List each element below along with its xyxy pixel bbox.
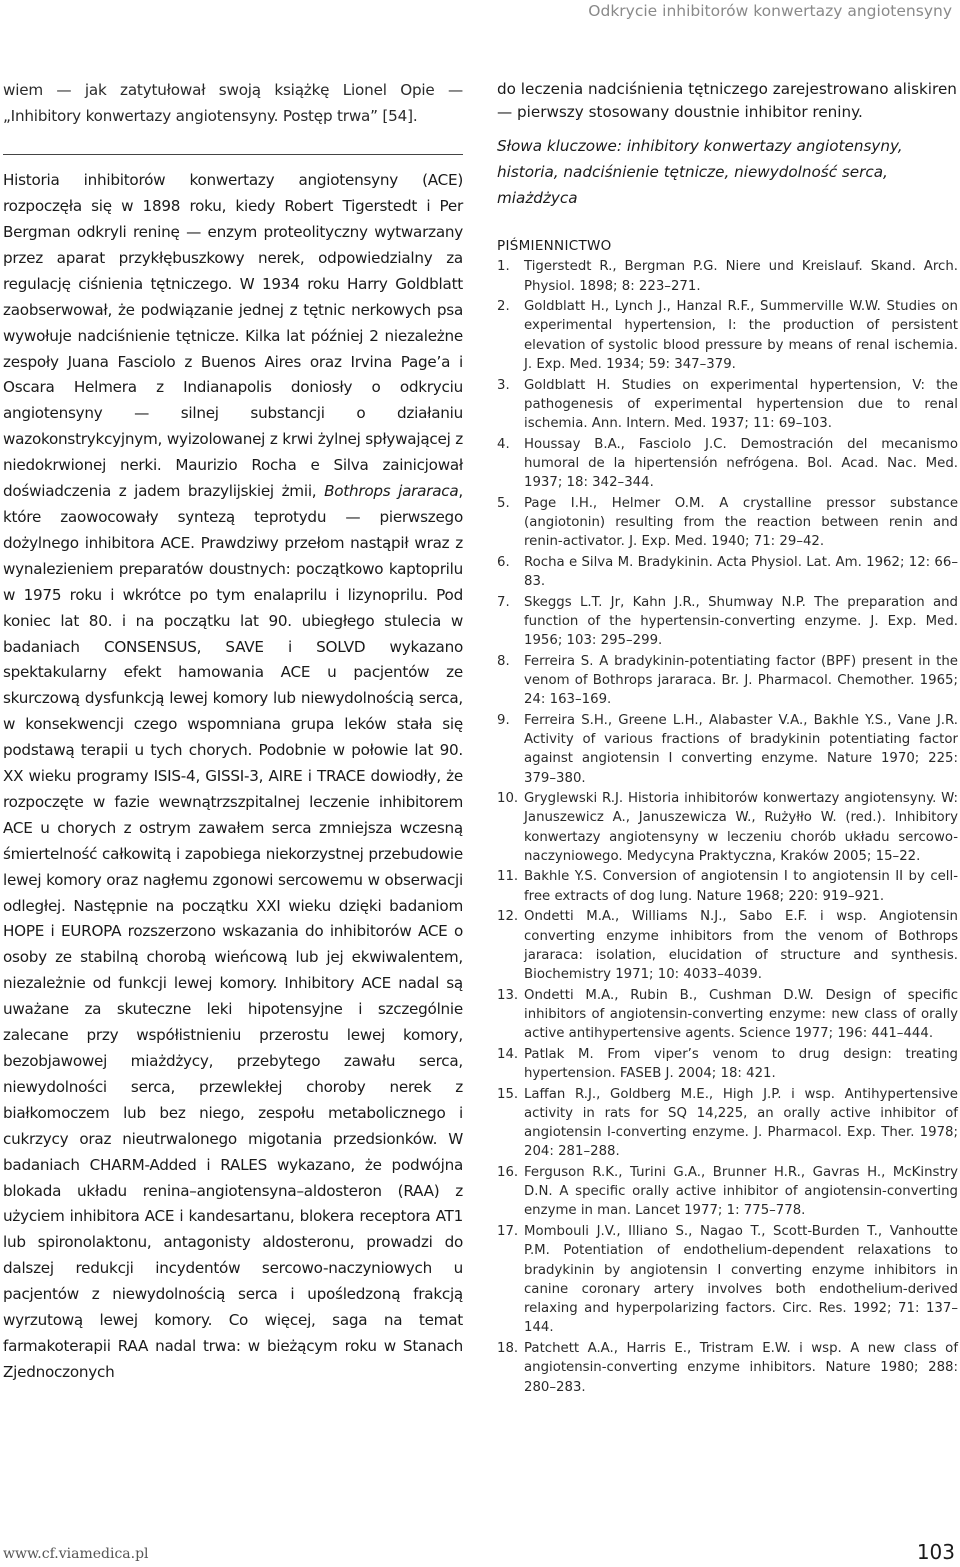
reference-item <box>497 711 958 788</box>
reference-text: Goldblatt H. Studies on experimental hypertension, V: the pathogenesis of experimental hypertension due to renal ischemia. Ann. Intern. Med. 1937; 11: 69–103. <box>524 377 958 432</box>
reference-item <box>497 1163 958 1221</box>
reference-number: 4. <box>497 436 510 452</box>
reference-text: Patlak M. From viper’s venom to drug design: treating hypertension. FASEB J. 2004; 18: 421. <box>524 1046 958 1082</box>
reference-number: 1. <box>497 259 510 275</box>
reference-number: 2. <box>497 299 510 315</box>
reference-item <box>497 376 958 434</box>
reference-number: 17. <box>497 1223 519 1239</box>
summary-sentence: Inhibitory ACE nadal są uważane za skuteczne leki hipotensyjne i szczególnie zalecane przy współistnieniu przerostu lewej komory, bezobjawowej miażdżycy, przebytego zawału serca, niewydolności serca, przewlekłej choroby nerek z białkomoczem lub bez niego, zespołu metabolicznego i cukrzycy oraz nieutrwalonego migotania przedsionków. <box>3 974 463 1148</box>
reference-number: 5. <box>497 495 510 511</box>
reference-text: Patchett A.A., Harris E., Tristram E.W. i wsp. A new class of angiotensin-converting enzyme inhibitors. Nature 1980; 288: 280–283. <box>524 1340 958 1395</box>
reference-text: Ferguson R.K., Turini G.A., Brunner H.R., Gavras H., McKinstry D.N. A specific orally active inhibitor of angiotensin-converting enzyme in man. Lancet 1977; 1: 775–778. <box>524 1164 958 1219</box>
section-divider <box>3 154 463 155</box>
reference-number: 15. <box>497 1086 519 1102</box>
reference-number: 13. <box>497 987 519 1003</box>
right-column <box>497 78 958 1398</box>
summary-sentence: Pod koniec lat 80. i na początku lat 90. ubiegłego stulecia w badaniach CONSENSUS, SAVE i SOLVD wykazano spektakularny efekt hamowania ACE u pacjentów ze skurczową dysfunkcją lewej komory lub niewydolnością serca, w konsekwencji czego wspomniana grupa leków stała się podstawą terapii u tych chorych. <box>3 585 463 760</box>
reference-text: Houssay B.A., Fasciolo J.C. Demostración del mecanismo humoral de la hipertensión nefrógena. Bol. Acad. Nac. Med. 1937; 18: 342–344. <box>524 436 958 491</box>
reference-text: Ondetti M.A., Williams N.J., Sabo E.F. i wsp. Angiotensin converting enzyme inhibitors from the venom of Bothrops jararaca: isolation, elucidation of structure and synthesis. Biochemistry 1971; 10: 4033–4039. <box>524 909 958 983</box>
footer-url[interactable]: www.cf.viamedica.pl <box>3 1546 149 1562</box>
reference-item <box>497 907 958 984</box>
reference-number: 10. <box>497 791 519 807</box>
reference-text: Skeggs L.T. Jr, Kahn J.R., Shumway N.P. The preparation and function of the hypertensin-converting enzyme. J. Exp. Med. 1956; 103: 295–299. <box>524 594 958 649</box>
page-header <box>0 0 960 28</box>
reference-item <box>497 1339 958 1397</box>
running-title: Odkrycie inhibitorów konwertazy angiotensyny <box>588 2 952 20</box>
summary-sentence: Kilka lat później 2 niezależne zespoły Juana Fasciolo z Buenos Aires oraz Irvina Page’a i Oscara Helmera z Indianapolis doniosły o odkryciu angiotensyny — silnej substancji o działaniu wazokonstrykcyjnym, wyizolowanej z krwi żylnej spływającej z niedokrwionej nerki. <box>3 326 463 475</box>
reference-number: 16. <box>497 1164 519 1180</box>
continuation-paragraph: do leczenia nadciśnienia tętniczego zarejestrowano aliskiren — pierwszy stosowany doustnie inhibitor reniny. <box>497 80 957 122</box>
page-number: 103 <box>916 1540 955 1564</box>
reference-item <box>497 1045 958 1084</box>
references-list <box>497 257 958 1396</box>
reference-number: 14. <box>497 1046 519 1062</box>
summary-paragraph <box>3 168 463 1386</box>
reference-item <box>497 1222 958 1338</box>
reference-item <box>497 1085 958 1162</box>
reference-item <box>497 593 958 651</box>
reference-item <box>497 789 958 866</box>
reference-number: 12. <box>497 909 519 925</box>
intro-paragraph: wiem — jak zatytułował swoją książkę Lionel Opie — „Inhibitory konwertazy angiotensyny. Postęp trwa” [54]. <box>3 81 463 125</box>
reference-number: 11. <box>497 869 519 885</box>
reference-item <box>497 435 958 493</box>
reference-item <box>497 986 958 1044</box>
reference-text: Bakhle Y.S. Conversion of angiotensin I to angiotensin II by cell-free extracts of dog lung. Nature 1968; 220: 919–921. <box>524 869 958 904</box>
reference-text: Goldblatt H., Lynch J., Hanzal R.F., Summerville W.W. Studies on experimental hypertension, I: the production of persistent elevation of systolic blood pressure by means of renal ischemia. J. Exp. Med. 1934; 59: 347–379. <box>524 299 958 373</box>
reference-text: Gryglewski R.J. Historia inhibitorów konwertazy angiotensyny. W: Januszewicz A., Januszewicza W., Rużyłło W. (red.). Inhibitory konwertazy angiotensyny w leczeniu chorób układu sercowo-naczyniowego. Medycyna Praktyczna, Kraków 2005; 15–22. <box>524 791 958 864</box>
reference-item <box>497 867 958 906</box>
summary-sentence: Prawdziwy przełom nastąpił wraz z wynalezieniem preparatów doustnych: początkowo kaptoprilu w 1975 roku i wkrótce po tym enalaprilu i lizynoprilu. <box>3 533 464 604</box>
left-column <box>3 78 463 1386</box>
reference-text: Laffan R.J., Goldberg M.E., High J.P. i wsp. Antihypertensive activity in rats for SQ 14,225, an orally active inhibitor of angiotensin I-converting enzyme. J. Pharmacol. Exp. Ther. 1978; 204: 281–288. <box>524 1086 958 1160</box>
references-heading: PIŚMIENNICTWO <box>497 238 612 255</box>
reference-item <box>497 553 958 592</box>
reference-text: Tigerstedt R., Bergman P.G. Niere und Kreislauf. Skand. Arch. Physiol. 1898; 8: 223–271. <box>524 259 958 294</box>
reference-number: 18. <box>497 1340 519 1356</box>
reference-text: Rocha e Silva M. Bradykinin. Acta Physiol. Lat. Am. 1962; 12: 66–83. <box>524 554 958 590</box>
reference-text: Mombouli J.V., Illiano S., Nagao T., Scott-Burden T., Vanhoutte P.M. Potentiation of endothelium-dependent relaxations to bradykinin by angiotensin I converting enzyme inhibitors in canine coronary artery involves both endothelium-derived relaxing and hyperpolarizing factors. Circ. Res. 1992; 71: 137–144. <box>524 1223 958 1336</box>
summary-sentence: Następnie na początku XXI wieku dzięki badaniom HOPE i EUROPA rozszerzono wskazania do inhibitorów ACE o osoby ze stabilną chorobą wieńcową lub jej ekwiwalentem, niezależnie od funkcji lewej komory. <box>3 896 463 993</box>
reference-number: 8. <box>497 653 510 669</box>
summary-sentence: Maurizio Rocha e Silva zainicjował doświadczenia z jadem brazylijskiej żmii, <box>3 456 463 501</box>
reference-number: 7. <box>497 594 510 610</box>
reference-number: 6. <box>497 554 510 570</box>
species-name: Bothrops jararaca <box>324 482 459 501</box>
reference-text: Ferreira S.H., Greene L.H., Alabaster V.A., Bakhle Y.S., Vane J.R. Activity of various fractions of bradykinin potentiating factor against angiotensin I converting enzyme. Nature 1970; 225: 379–380. <box>524 712 958 786</box>
reference-number: 3. <box>497 377 510 393</box>
summary-sentence: Podobnie w połowie lat 90. XX wieku programy ISIS-4, GISSI-3, AIRE i TRACE dowiodły, że rozpoczęte w fazie wewnątrzszpitalnej leczenie inhibitorem ACE u chorych z ostrym zawałem serca zmniejsza wczesną śmiertelność całkowitą i zapobiega niekorzystnej przebudowie lewej komory oraz nagłemu zgonowi sercowemu w obserwacji odległej. <box>3 741 463 915</box>
reference-text: Ondetti M.A., Rubin B., Cushman D.W. Design of specific inhibitors of angiotensin-converting enzyme: new class of orally active antihypertensive agents. Science 1977; 196: 441–444. <box>524 987 958 1042</box>
summary-sentence: Historia inhibitorów konwertazy angiotensyny (ACE) rozpoczęła się w 1898 roku, kiedy Robert Tigerstedt i Per Bergman odkryli reninę — enzym proteolityczny wytwarzany przez aparat przykłębuszkowy nerek, odpowiedzialny za regulację ciśnienia tętniczego. <box>3 171 463 293</box>
reference-text: Page I.H., Helmer O.M. A crystalline pressor substance (angiotonin) resulting from the reaction between renin and renin-activator. J. Exp. Med. 1940; 71: 29–42. <box>524 495 958 550</box>
summary-sentence: Co więcej, saga na temat farmakoterapii RAA nadal trwa: w bieżącym roku w Stanach Zjednoczonych <box>3 1311 463 1381</box>
reference-item <box>497 297 958 374</box>
reference-item <box>497 494 958 552</box>
reference-item <box>497 652 958 710</box>
keywords: Słowa kluczowe: inhibitory konwertazy angiotensyny, historia, nadciśnienie tętnicze, niewydolność serca, miażdżyca <box>497 137 903 208</box>
reference-text: Ferreira S. A bradykinin-potentiating factor (BPF) present in the venom of Bothrops jararaca. Br. J. Pharmacol. Chemother. 1965; 24: 163–169. <box>524 653 958 708</box>
reference-number: 9. <box>497 712 510 728</box>
summary-sentence: , które zaowocowały syntezą teprotydu — pierwszego dożylnego inhibitora ACE. <box>3 482 463 552</box>
summary-sentence: W 1934 roku Harry Goldblatt zaobserwował, że podwiązanie jednej z tętnic nerkowych psa wywołuje nadciśnienie tętnicze. <box>3 274 463 345</box>
reference-item <box>497 257 958 296</box>
summary-sentence: W badaniach CHARM-Added i RALES wykazano, że podwójna blokada układu renina–angiotensyna–aldosteron (RAA) z użyciem inhibitora ACE i kandesartanu, blokera receptora AT1 lub spironolaktonu, antagonisty aldosteronu, prowadzi do dalszej redukcji incydentów sercowo-naczyniowych u pacjentów z niewydolnością serca i upośledzoną frakcją wyrzutową lewej komory. <box>3 1129 463 1330</box>
